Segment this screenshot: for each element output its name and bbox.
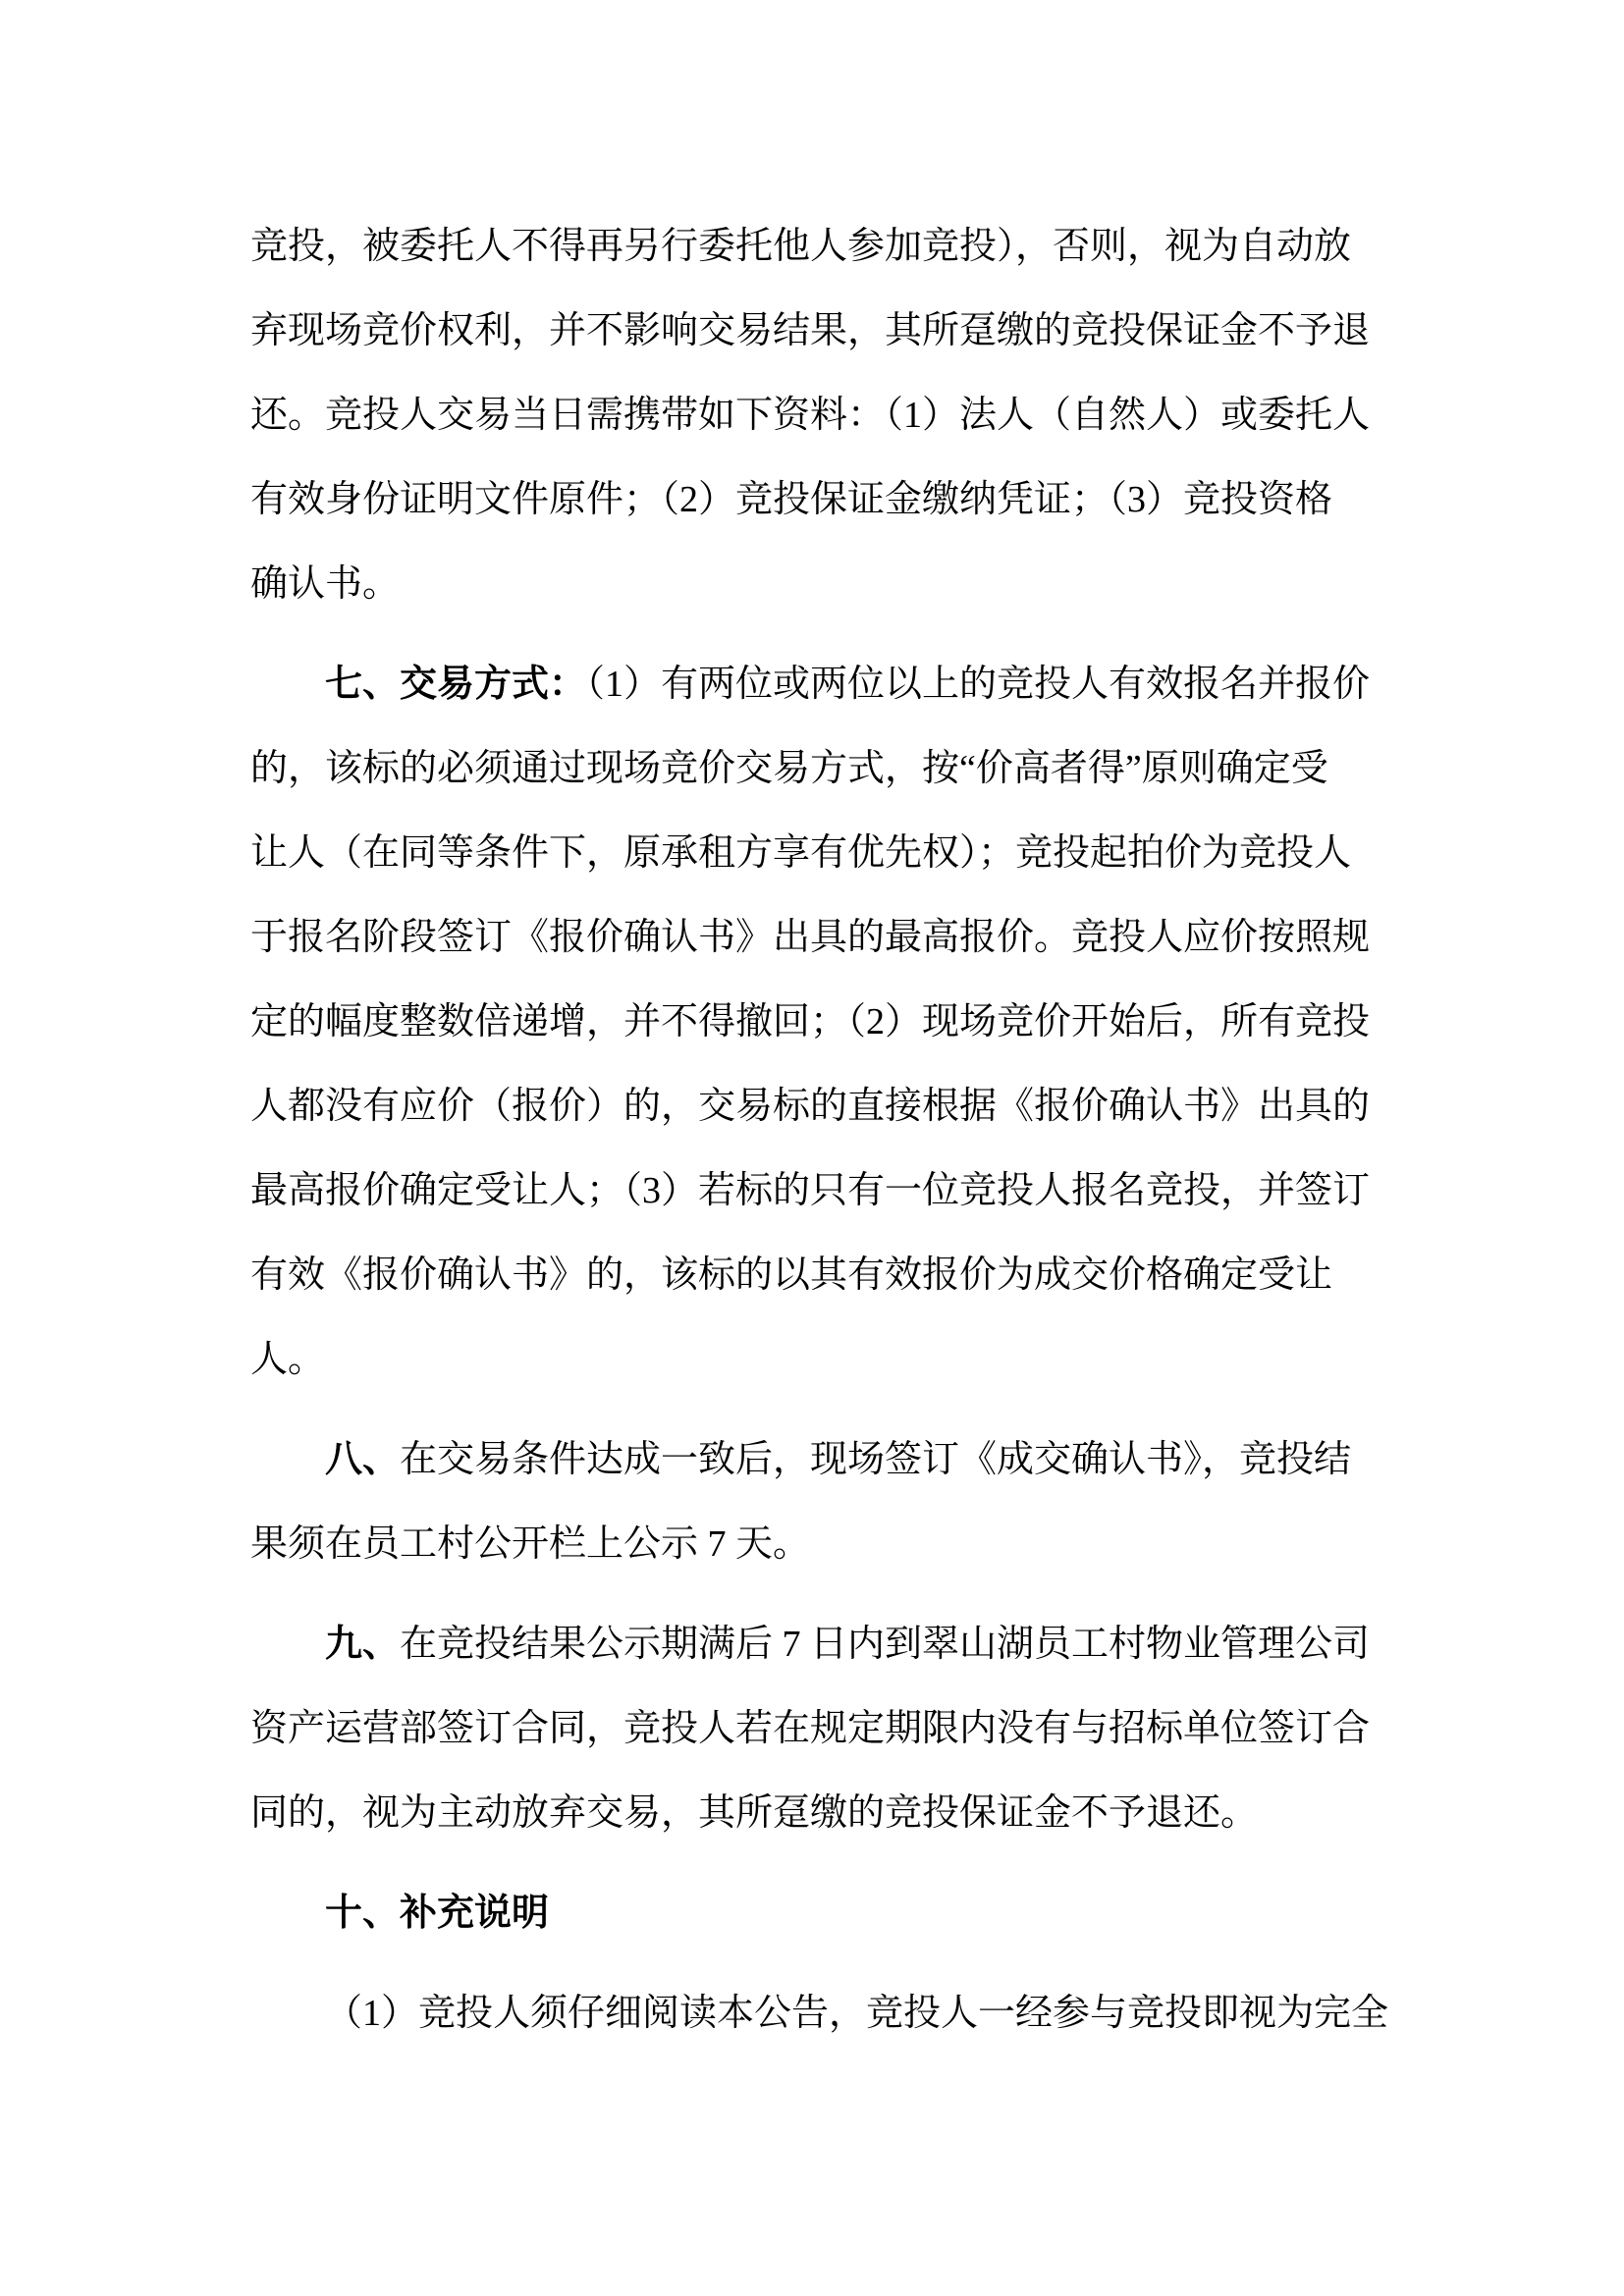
bold-text-run: 十、补充说明 (325, 1893, 550, 1934)
text-run: 人都没有应价（报价）的，交易标的直接根据《报价确认书》出具的 (250, 1086, 1371, 1127)
text-run: 果须在员工村公开栏上公示 7 天。 (250, 1523, 811, 1565)
text-run: 在交易条件达成一致后，现场签订《成交确认书》，竞投结 (400, 1439, 1352, 1480)
paragraph (250, 1871, 1380, 1955)
text-line (250, 642, 1380, 726)
text-line (250, 204, 1380, 289)
text-line (250, 1971, 1389, 2056)
text-run: 有效《报价确认书》的，该标的以其有效报价为成交价格确定受让 (250, 1255, 1333, 1296)
text-line (250, 1502, 1380, 1586)
text-run: 竞投，被委托人不得再另行委托他人参加竞投），否则，视为自动放 (250, 226, 1352, 267)
document-body (250, 204, 1389, 2056)
text-line (250, 1771, 1380, 1855)
text-line (250, 1064, 1380, 1148)
paragraph (250, 642, 1380, 1402)
text-line (250, 811, 1380, 895)
paragraph (250, 1602, 1380, 1855)
text-line (250, 1686, 1380, 1771)
text-line (250, 1602, 1380, 1686)
text-line (250, 457, 1380, 542)
bold-text-run: 八、 (325, 1439, 401, 1480)
text-run: 弃现场竞价权利，并不影响交易结果，其所趸缴的竞投保证金不予退 (250, 310, 1371, 351)
text-run: 的，该标的必须通过现场竞价交易方式，按“价高者得”原则确定受 (250, 748, 1328, 789)
text-run: 让人（在同等条件下，原承租方享有优先权）；竞投起拍价为竞投人 (250, 832, 1352, 874)
text-run: 在竞投结果公示期满后 7 日内到翠山湖员工村物业管理公司 (400, 1624, 1371, 1665)
text-line (250, 373, 1380, 457)
text-line (250, 542, 1380, 626)
text-line (250, 1233, 1380, 1317)
text-line (250, 980, 1380, 1064)
paragraph (250, 1971, 1389, 2056)
text-line (250, 1417, 1380, 1502)
text-run: 确认书。 (250, 563, 401, 605)
text-run: 定的幅度整数倍递增，并不得撤回；（2）现场竞价开始后，所有竞投 (250, 1001, 1371, 1042)
text-line (250, 1871, 1380, 1955)
bold-text-run: 七、交易方式： (325, 664, 587, 705)
text-line (250, 726, 1380, 811)
text-run: 最高报价确定受让人；（3）若标的只有一位竞投人报名竞投，并签订 (250, 1170, 1371, 1211)
text-run: 有效身份证明文件原件；（2）竞投保证金缴纳凭证；（3）竞投资格 (250, 479, 1333, 520)
text-line (250, 1148, 1380, 1233)
text-run: 还。竞投人交易当日需携带如下资料：（1）法人（自然人）或委托人 (250, 395, 1371, 436)
text-line (250, 289, 1380, 373)
text-run: （1）竞投人须仔细阅读本公告，竞投人一经参与竞投即视为完全 (325, 1993, 1389, 2034)
text-run: 同的，视为主动放弃交易，其所趸缴的竞投保证金不予退还。 (250, 1792, 1259, 1834)
paragraph (250, 1417, 1380, 1586)
text-run: （1）有两位或两位以上的竞投人有效报名并报价 (586, 664, 1371, 705)
text-line (250, 895, 1380, 980)
text-run: 于报名阶段签订《报价确认书》出具的最高报价。竞投人应价按照规 (250, 917, 1371, 958)
text-run: 人。 (250, 1339, 326, 1380)
text-run: 资产运营部签订合同，竞投人若在规定期限内没有与招标单位签订合 (250, 1708, 1371, 1749)
paragraph (250, 204, 1380, 626)
bold-text-run: 九、 (325, 1624, 401, 1665)
text-line (250, 1317, 1380, 1402)
